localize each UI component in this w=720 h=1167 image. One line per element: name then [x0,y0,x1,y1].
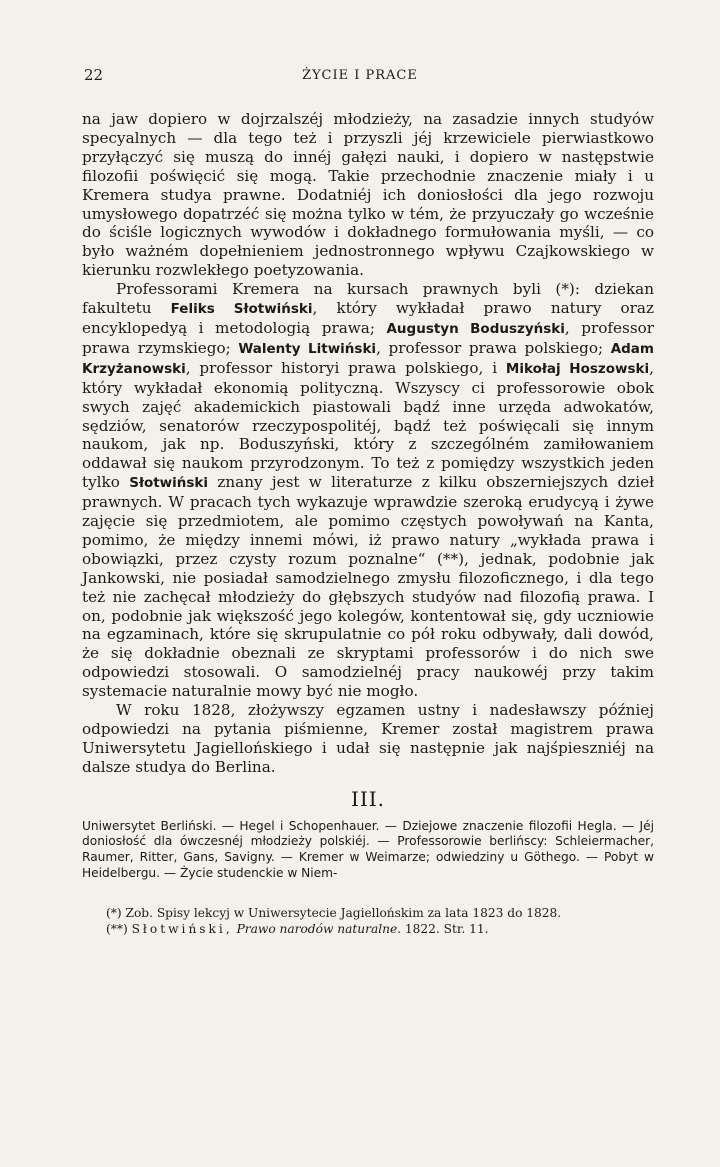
page-content [82,110,654,937]
person-name: Augustyn Boduszyński [386,320,565,337]
paragraph-1: na jaw dopiero w dojrzalszéj młodzieży, na zasadzie innych studyów specyalnych — dla tego też i przyszli jéj krzewiciele pierwiastkowo przyłączyć się muszą do innéj gałęzi nauki, i dopiero w następstwie filozofii poświęcić się mogą. Takie przechodnie znaczenie miały i u Kremera studya prawne. Dodatniéj ich doniosłości dla jego rozwoju umysłowego dopatrzéć się można tylko w tém, że przyuczały go wcześnie do ściśle logicznych wywodów i dokładnego formułowania myśli, — co było ważném dopełnieniem jednostronnego wpływu Czajkowskiego w kierunku rozwlekłego poetyzowania. [82,110,654,280]
footnote-title: Prawo narodów naturalne. [236,922,402,937]
text-run: , professor prawa polskiego; [376,338,611,357]
page-number: 22 [84,66,104,84]
text-run: Professorami Kremera na kursach prawnych byli (*): dziekan fakultetu [82,280,654,318]
footnote-mark: (**) [106,922,132,937]
running-title: ŻYCIE I PRACE [302,68,418,83]
text-run: , professor prawa rzymskiego; [82,318,655,357]
person-name: Feliks Słotwiński [170,301,313,318]
footnote-1: (*) Zob. Spisy lekcyj w Uniwersytecie Jagiellońskim za lata 1823 do 1828. [106,906,562,921]
chapter-heading: III. [350,786,386,811]
footnote-author: Słotwiński, [131,922,233,937]
person-name: Adam Krzyżanowski [82,340,654,377]
person-name: Słotwiński [129,475,209,492]
page-header [84,66,636,90]
text-run: , który wykładał ekonomią polityczną. Wszyscy ci professorowie obok swych zajęć akademickich piastowali bądź inne urzęda adwokatów, sędziów, senatorów rzeczypospolitéj, bądź też poświęcali się innym naukom, jak np. Boduszyński, który z szczególném zamiłowaniem oddawał się naukom przyrodzonym. To też z pomiędzy wszystkich jeden tylko [82,358,654,492]
footnotes [82,905,654,937]
text-run: znany jest w literaturze z kilku obszerniejszych dzieł prawnych. W pracach tych wykazuje wprawdzie szeroką erudycyą i żywe zajęcie się przedmiotem, ale pomimo częstych powoływań na Kanta, pomimo, że między innemi mówi, iż prawo natury „wykłada prawa i obowiązki, przez czysty rozum poznalne“ (**), jednak, podobnie jak Jankowski, nie posiadał samodzielnego zmysłu filozoficznego, i dla tego też nie zachęcał młodzieży do głębszych studyów nad filozofią prawa. I on, podobnie jak większość jego kolegów, kontentował się, gdy uczniowie na egzaminach, które się skrupulatnie co pół roku odbywały, dali dowód, że się dokładnie obeznali ze skryptami professorów i do nich swe odpowiedzi stosowali. O samodzielnéj pracy naukowéj przy takim systemacie naturalnie mowy być nie mogło. [82,473,654,701]
text-run: , professor historyi prawa polskiego, i [185,358,506,377]
footnote-rest: 1822. Str. 11. [401,922,489,937]
person-name: Mikołaj Hoszowski [505,360,650,377]
paragraph-3: W roku 1828, złożywszy egzamen ustny i nadesławszy później odpowiedzi na pytania piśmienne, Kremer został magistrem prawa Uniwersytetu Jagiellońskiego i udał się następnie jak najśpieszniéj na dalsze studya do Berlina. [82,701,654,776]
footnote-2 [82,921,654,937]
text-run: , który wykładał prawo natury oraz encyklopedyą i metodologią prawa; [82,299,654,337]
chapter-summary: Uniwersytet Berliński. — Hegel i Schopenhauer. — Dziejowe znaczenie filozofii Hegla. — Jéj doniosłość dla ówczesnéj młodzieży polskiéj. — Professorowie berlińscy: Schleiermacher, Raumer, Ritter, Gans, Savigny. — Kremer w Weimarze; odwiedziny u Göthego. — Pobyt w Heidelbergu. — Życie studenckie w Niem- [82,818,654,880]
person-name: Walenty Litwiński [238,340,377,357]
paragraph-2 [82,280,654,701]
